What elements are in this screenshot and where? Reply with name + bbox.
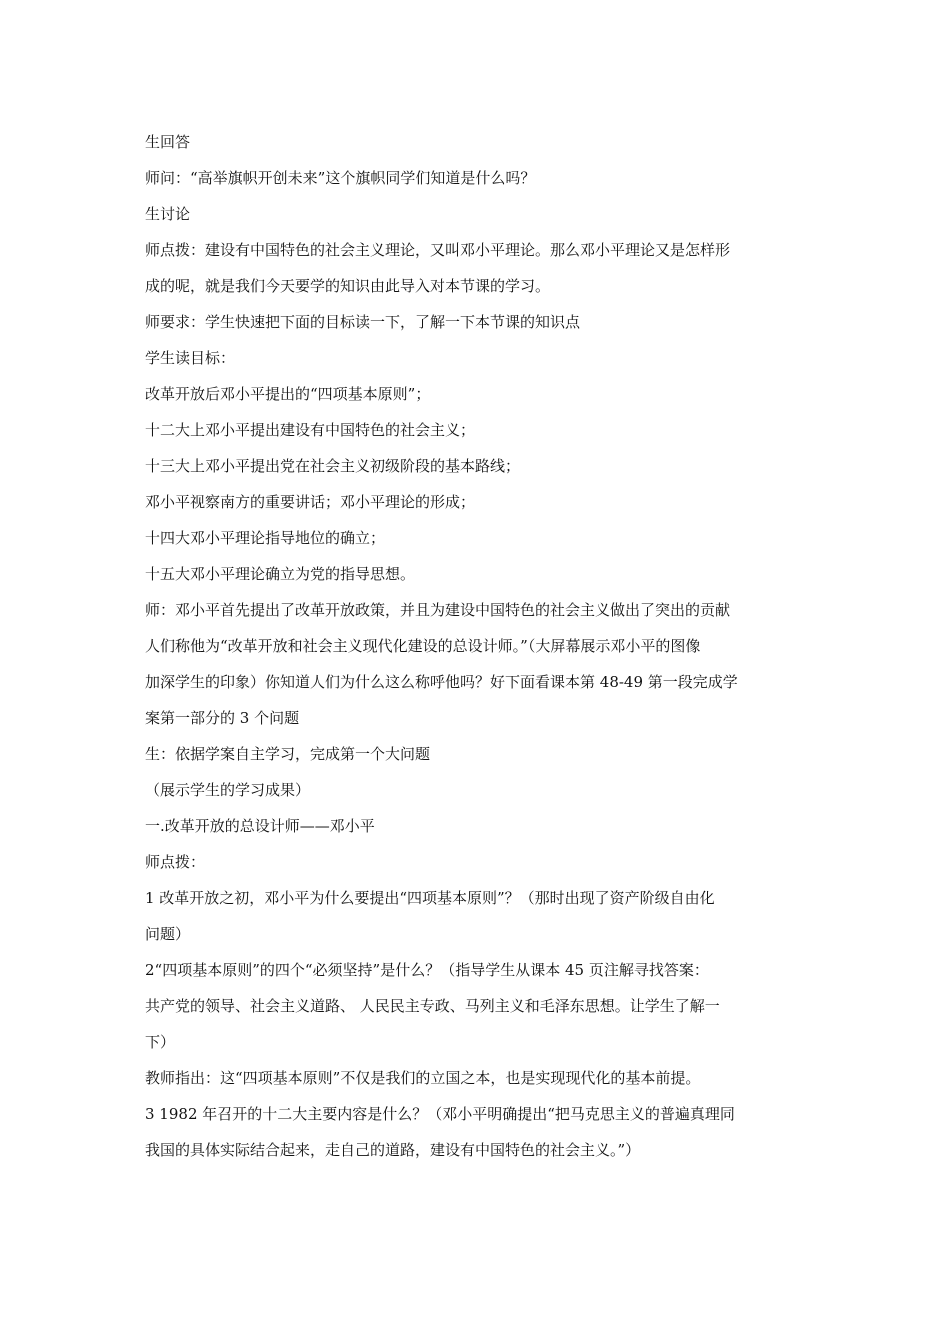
text-line: 我国的具体实际结合起来，走自己的道路，建设有中国特色的社会主义。”） [145, 1141, 641, 1159]
text-line: 改革开放后邓小平提出的“四项基本原则”； [145, 385, 431, 403]
text-line: 学生读目标： [145, 349, 236, 367]
text-line: 教师指出：这“四项基本原则”不仅是我们的立国之本，也是实现现代化的基本前提。 [145, 1069, 701, 1087]
text-line: 十三大上邓小平提出党在社会主义初级阶段的基本路线； [145, 457, 521, 475]
text-line: 人们称他为“改革开放和社会主义现代化建设的总设计师。”（大屏幕展示邓小平的图像 [145, 637, 701, 655]
text-line: 3 1982 年召开的十二大主要内容是什么？（邓小平明确提出“把马克思主义的普遍真理同 [145, 1105, 735, 1123]
text-line: 2“四项基本原则”的四个“必须坚持”是什么？（指导学生从课本 45 页注解寻找答案： [145, 961, 709, 979]
text-line: 十二大上邓小平提出建设有中国特色的社会主义； [145, 421, 476, 439]
text-line: 生回答 [145, 133, 191, 151]
text-line: 加深学生的印象）你知道人们为什么这么称呼他吗？好下面看课本第 48-49 第一段完成学 [145, 673, 738, 691]
text-line: 邓小平视察南方的重要讲话；邓小平理论的形成； [145, 493, 476, 511]
text-line: 下） [145, 1033, 176, 1051]
text-line: 十五大邓小平理论确立为党的指导思想。 [145, 565, 416, 583]
document-body [145, 124, 810, 1168]
text-line: 师点拨：建设有中国特色的社会主义理论，又叫邓小平理论。那么邓小平理论又是怎样形 [145, 241, 731, 259]
text-line: 成的呢，就是我们今天要学的知识由此导入对本节课的学习。 [145, 277, 551, 295]
text-line: 案第一部分的 3 个问题 [145, 709, 300, 727]
text-line: 师要求：学生快速把下面的目标读一下，了解一下本节课的知识点 [145, 313, 581, 331]
text-line: （展示学生的学习成果） [145, 781, 311, 799]
text-line: 师点拨： [145, 853, 206, 871]
text-line: 生讨论 [145, 205, 191, 223]
text-line: 问题） [145, 925, 191, 943]
text-line: 十四大邓小平理论指导地位的确立； [145, 529, 386, 547]
text-line: 1 改革开放之初，邓小平为什么要提出“四项基本原则”？（那时出现了资产阶级自由化 [145, 889, 715, 907]
section-heading: 一.改革开放的总设计师——邓小平 [145, 817, 375, 835]
text-line: 生：依据学案自主学习，完成第一个大问题 [145, 745, 431, 763]
text-line: 师问：“高举旗帜开创未来”这个旗帜同学们知道是什么吗？ [145, 169, 536, 187]
text-line: 师：邓小平首先提出了改革开放政策，并且为建设中国特色的社会主义做出了突出的贡献 [145, 601, 731, 619]
text-line: 共产党的领导、社会主义道路、 人民民主专政、马列主义和毛泽东思想。让学生了解一 [145, 997, 720, 1015]
